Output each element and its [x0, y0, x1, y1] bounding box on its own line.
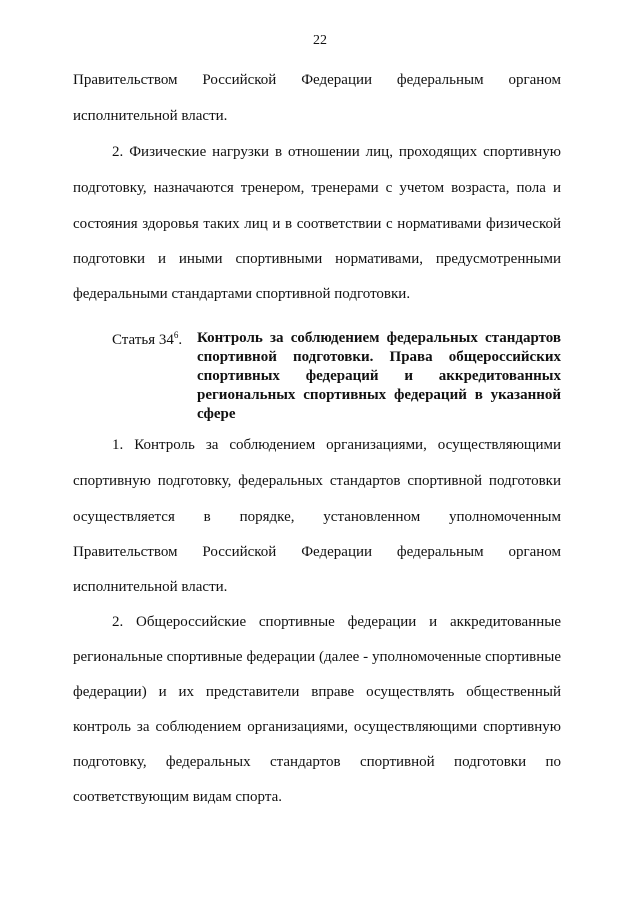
- text-line: региональные спортивные федерации (далее - уполномоченные спортивные: [73, 649, 561, 665]
- text-line: контроль за соблюдением организациями, осуществляющими спортивную: [73, 719, 561, 735]
- text-line: исполнительной власти.: [73, 108, 228, 124]
- article-label-suffix: .: [178, 332, 183, 348]
- text-line: 1. Контроль за соблюдением организациями, осуществляющими: [112, 437, 561, 453]
- text-line: состояния здоровья таких лиц и в соответствии с нормативами физической: [73, 216, 561, 232]
- text-line: спортивную подготовку, федеральных стандартов спортивной подготовки: [73, 473, 561, 489]
- text-line: федеральными стандартами спортивной подготовки.: [73, 286, 411, 302]
- article-label-text: Статья 34: [112, 332, 174, 348]
- text-line: 2. Физические нагрузки в отношении лиц, проходящих спортивную: [112, 144, 561, 160]
- article-heading-line: сфере: [197, 406, 236, 422]
- text-line: осуществляется в порядке, установленном уполномоченным: [73, 509, 561, 525]
- article-heading-line: спортивных федераций и аккредитованных: [197, 368, 561, 384]
- text-line: Правительством Российской Федерации федеральным органом: [73, 544, 561, 560]
- text-line: подготовку, назначаются тренером, тренерами с учетом возраста, пола и: [73, 180, 561, 196]
- text-line: подготовки и иными спортивными нормативами, предусмотренными: [73, 251, 561, 267]
- article-label: [112, 330, 182, 349]
- page-number: 22: [313, 33, 327, 48]
- text-line: подготовку, федеральных стандартов спортивной подготовки по: [73, 754, 561, 770]
- article-heading-line: спортивной подготовки. Права общероссийских: [197, 349, 561, 365]
- article-heading-line: Контроль за соблюдением федеральных стандартов: [197, 330, 561, 346]
- text-line: федерации) и их представители вправе осуществлять общественный: [73, 684, 561, 700]
- text-line: Правительством Российской Федерации федеральным органом: [73, 72, 561, 88]
- article-heading-line: региональных спортивных федераций в указанной: [197, 387, 561, 403]
- text-line: соответствующим видам спорта.: [73, 789, 282, 805]
- article-label-sup: 6: [173, 330, 179, 340]
- text-line: исполнительной власти.: [73, 579, 228, 595]
- text-line: 2. Общероссийские спортивные федерации и аккредитованные: [112, 614, 561, 630]
